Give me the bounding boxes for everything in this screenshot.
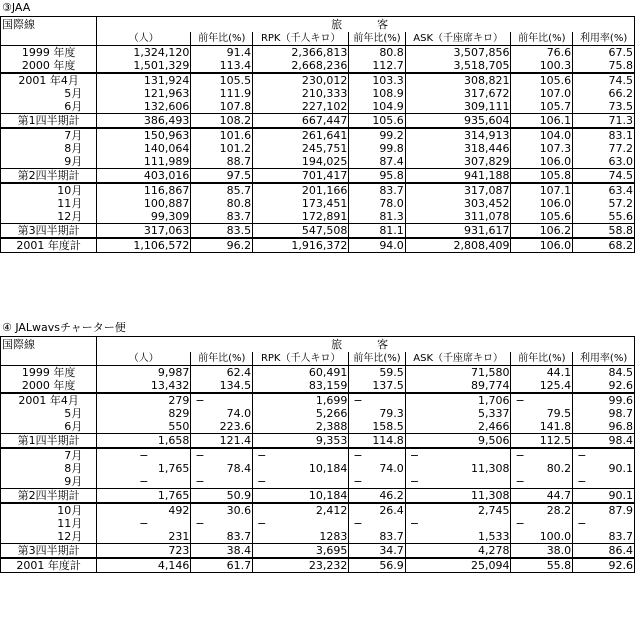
cell-ask: 303,452 — [405, 197, 511, 210]
row-label: 6月 — [1, 420, 97, 434]
cell-yoy-passengers: 105.5 — [191, 73, 253, 87]
cell-yoy-rpk: − — [349, 475, 405, 489]
yoy-passengers-header: 前年比(%) — [191, 32, 253, 46]
cell-passengers: 13,432 — [97, 379, 191, 393]
cell-passengers: 116,867 — [97, 183, 191, 197]
cell-passengers: 550 — [97, 420, 191, 434]
cell-yoy-passengers: 101.2 — [191, 142, 253, 155]
cell-passengers: 317,063 — [97, 224, 191, 239]
cell-yoy-ask: 125.4 — [511, 379, 573, 393]
cell-rpk: − — [253, 517, 349, 530]
cell-rpk: 5,266 — [253, 407, 349, 420]
row-label: 5月 — [1, 407, 97, 420]
cell-rpk: 547,508 — [253, 224, 349, 239]
cell-yoy-passengers: − — [191, 393, 253, 407]
cell-yoy-rpk: 114.8 — [349, 434, 405, 449]
cell-yoy-rpk: − — [349, 517, 405, 530]
cell-rpk: 1,916,372 — [253, 238, 349, 253]
cell-rpk: 1,699 — [253, 393, 349, 407]
cell-passengers: 1,765 — [97, 489, 191, 504]
cell-passengers: 140,064 — [97, 142, 191, 155]
table-total-row — [1, 114, 635, 129]
cell-yoy-passengers: 85.7 — [191, 183, 253, 197]
cell-load-factor: 74.5 — [573, 169, 635, 184]
cell-ask: 2,466 — [405, 420, 511, 434]
cell-yoy-rpk: 81.1 — [349, 224, 405, 239]
cell-ask: 5,337 — [405, 407, 511, 420]
jaa-table — [0, 16, 635, 253]
row-label: 9月 — [1, 155, 97, 169]
cell-load-factor: − — [573, 517, 635, 530]
cell-passengers: 131,924 — [97, 73, 191, 87]
table-row — [1, 100, 635, 114]
cell-passengers: 132,606 — [97, 100, 191, 114]
table-row — [1, 155, 635, 169]
cell-yoy-passengers: 88.7 — [191, 155, 253, 169]
cell-rpk: 172,891 — [253, 210, 349, 224]
row-label: 6月 — [1, 100, 97, 114]
cell-rpk: 261,641 — [253, 128, 349, 142]
table-row — [1, 142, 635, 155]
cell-passengers: 279 — [97, 393, 191, 407]
cell-load-factor: 68.2 — [573, 238, 635, 253]
cell-passengers: 1,106,572 — [97, 238, 191, 253]
cell-load-factor: 83.7 — [573, 530, 635, 544]
cell-passengers: 386,493 — [97, 114, 191, 129]
header-row-columns — [1, 32, 635, 46]
cell-load-factor: 74.5 — [573, 73, 635, 87]
header-row-columns — [1, 352, 635, 366]
cell-yoy-ask: 106.2 — [511, 224, 573, 239]
cell-ask: 317,672 — [405, 87, 511, 100]
cell-passengers: 121,963 — [97, 87, 191, 100]
cell-yoy-passengers: − — [191, 517, 253, 530]
passenger-group-header: 旅 客 — [97, 17, 635, 33]
cell-ask: 3,507,856 — [405, 46, 511, 60]
cell-yoy-ask: 106.0 — [511, 238, 573, 253]
region-header: 国際線 — [1, 17, 97, 33]
cell-ask: 314,913 — [405, 128, 511, 142]
cell-yoy-rpk: 95.8 — [349, 169, 405, 184]
cell-load-factor: 73.5 — [573, 100, 635, 114]
cell-ask: 1,706 — [405, 393, 511, 407]
row-label: 2001 年度計 — [1, 558, 97, 573]
cell-passengers: 150,963 — [97, 128, 191, 142]
cell-yoy-rpk: − — [349, 393, 405, 407]
passenger-group-header: 旅 客 — [97, 337, 635, 353]
cell-load-factor: 96.8 — [573, 420, 635, 434]
row-label: 第2四半期計 — [1, 169, 97, 184]
cell-load-factor: 75.8 — [573, 59, 635, 73]
cell-yoy-passengers: 223.6 — [191, 420, 253, 434]
cell-yoy-ask: 76.6 — [511, 46, 573, 60]
cell-ask: 9,506 — [405, 434, 511, 449]
cell-load-factor: 55.6 — [573, 210, 635, 224]
cell-yoy-passengers: 111.9 — [191, 87, 253, 100]
cell-passengers: − — [97, 448, 191, 462]
table-row — [1, 407, 635, 420]
cell-yoy-rpk: 105.6 — [349, 114, 405, 129]
cell-rpk: 701,417 — [253, 169, 349, 184]
row-label: 5月 — [1, 87, 97, 100]
rpk-header: RPK（千人キロ） — [253, 32, 349, 46]
cell-load-factor: 58.8 — [573, 224, 635, 239]
ask-header: ASK（千座席キロ） — [405, 32, 511, 46]
cell-rpk: 60,491 — [253, 366, 349, 380]
row-label: 10月 — [1, 183, 97, 197]
cell-yoy-rpk: 78.0 — [349, 197, 405, 210]
row-label: 11月 — [1, 197, 97, 210]
cell-rpk: 227,102 — [253, 100, 349, 114]
cell-yoy-passengers: 121.4 — [191, 434, 253, 449]
cell-rpk: 230,012 — [253, 73, 349, 87]
table-total-row — [1, 169, 635, 184]
cell-yoy-ask: 105.6 — [511, 210, 573, 224]
cell-ask: 89,774 — [405, 379, 511, 393]
cell-rpk: 2,668,236 — [253, 59, 349, 73]
cell-rpk: 245,751 — [253, 142, 349, 155]
cell-yoy-rpk: 79.3 — [349, 407, 405, 420]
cell-yoy-ask: 107.1 — [511, 183, 573, 197]
cell-yoy-ask: − — [511, 393, 573, 407]
cell-yoy-ask: 38.0 — [511, 544, 573, 559]
cell-load-factor: 90.1 — [573, 462, 635, 475]
cell-load-factor: 92.6 — [573, 379, 635, 393]
cell-yoy-rpk: 34.7 — [349, 544, 405, 559]
table-total-row — [1, 544, 635, 559]
cell-yoy-rpk: 103.3 — [349, 73, 405, 87]
cell-yoy-ask: 104.0 — [511, 128, 573, 142]
cell-yoy-passengers: 96.2 — [191, 238, 253, 253]
cell-yoy-passengers: 97.5 — [191, 169, 253, 184]
cell-yoy-rpk: 108.9 — [349, 87, 405, 100]
cell-yoy-rpk: 56.9 — [349, 558, 405, 573]
cell-yoy-ask: − — [511, 475, 573, 489]
cell-ask: 1,533 — [405, 530, 511, 544]
table-row — [1, 420, 635, 434]
row-label: 8月 — [1, 462, 97, 475]
cell-yoy-ask: 100.0 — [511, 530, 573, 544]
passengers-header: （人） — [97, 32, 191, 46]
cell-rpk: 1283 — [253, 530, 349, 544]
row-label: 第2四半期計 — [1, 489, 97, 504]
cell-passengers: − — [97, 517, 191, 530]
cell-load-factor: 84.5 — [573, 366, 635, 380]
table-row — [1, 503, 635, 517]
cell-load-factor: 98.7 — [573, 407, 635, 420]
cell-yoy-passengers: − — [191, 475, 253, 489]
table-row — [1, 366, 635, 380]
cell-ask: 71,580 — [405, 366, 511, 380]
cell-load-factor: 63.4 — [573, 183, 635, 197]
cell-yoy-passengers: 80.8 — [191, 197, 253, 210]
jalways-charter-table — [0, 336, 635, 573]
cell-yoy-ask: 44.1 — [511, 366, 573, 380]
cell-ask: 307,829 — [405, 155, 511, 169]
cell-load-factor: 77.2 — [573, 142, 635, 155]
cell-passengers: 1,324,120 — [97, 46, 191, 60]
cell-ask: 4,278 — [405, 544, 511, 559]
row-label: 第1四半期計 — [1, 434, 97, 449]
row-label: 1999 年度 — [1, 46, 97, 60]
cell-rpk: 2,388 — [253, 420, 349, 434]
cell-yoy-passengers: 83.7 — [191, 210, 253, 224]
section-title-jalways-charter: ④ JALwavsチャーター便 — [2, 321, 126, 334]
row-label: 2000 年度 — [1, 59, 97, 73]
passengers-header: （人） — [97, 352, 191, 366]
cell-yoy-ask: 107.3 — [511, 142, 573, 155]
cell-yoy-passengers: 107.8 — [191, 100, 253, 114]
yoy-passengers-header: 前年比(%) — [191, 352, 253, 366]
cell-yoy-ask: 106.1 — [511, 114, 573, 129]
cell-rpk: 10,184 — [253, 489, 349, 504]
cell-yoy-rpk: − — [349, 448, 405, 462]
cell-yoy-passengers: 38.4 — [191, 544, 253, 559]
cell-rpk: 10,184 — [253, 462, 349, 475]
row-label: 2001 年4月 — [1, 73, 97, 87]
blank-header-cell — [1, 352, 97, 366]
cell-yoy-passengers: 50.9 — [191, 489, 253, 504]
header-row-top — [1, 17, 635, 33]
cell-yoy-passengers: − — [191, 448, 253, 462]
cell-ask: 931,617 — [405, 224, 511, 239]
cell-rpk: 194,025 — [253, 155, 349, 169]
cell-passengers: 492 — [97, 503, 191, 517]
table-row — [1, 183, 635, 197]
table-total-row — [1, 224, 635, 239]
cell-rpk: 3,695 — [253, 544, 349, 559]
cell-passengers: 9,987 — [97, 366, 191, 380]
row-label: 9月 — [1, 475, 97, 489]
cell-ask: 935,604 — [405, 114, 511, 129]
cell-yoy-passengers: 30.6 — [191, 503, 253, 517]
cell-load-factor: − — [573, 448, 635, 462]
cell-load-factor: 87.9 — [573, 503, 635, 517]
cell-yoy-ask: 141.8 — [511, 420, 573, 434]
cell-yoy-rpk: 99.2 — [349, 128, 405, 142]
cell-yoy-rpk: 99.8 — [349, 142, 405, 155]
cell-yoy-passengers: 113.4 — [191, 59, 253, 73]
region-header: 国際線 — [1, 337, 97, 353]
cell-rpk: 201,166 — [253, 183, 349, 197]
yoy-ask-header: 前年比(%) — [511, 352, 573, 366]
table-row — [1, 462, 635, 475]
cell-yoy-ask: 100.3 — [511, 59, 573, 73]
cell-ask: − — [405, 517, 511, 530]
row-label: 12月 — [1, 530, 97, 544]
cell-yoy-ask: 55.8 — [511, 558, 573, 573]
rpk-header: RPK（千人キロ） — [253, 352, 349, 366]
yoy-ask-header: 前年比(%) — [511, 32, 573, 46]
cell-yoy-rpk: 158.5 — [349, 420, 405, 434]
cell-passengers: 723 — [97, 544, 191, 559]
cell-yoy-ask: 80.2 — [511, 462, 573, 475]
cell-load-factor: − — [573, 475, 635, 489]
cell-load-factor: 66.2 — [573, 87, 635, 100]
cell-yoy-rpk: 83.7 — [349, 183, 405, 197]
table-total-row — [1, 434, 635, 449]
cell-rpk: 83,159 — [253, 379, 349, 393]
cell-yoy-rpk: 74.0 — [349, 462, 405, 475]
row-label: 第1四半期計 — [1, 114, 97, 129]
cell-rpk: 2,412 — [253, 503, 349, 517]
cell-load-factor: 90.1 — [573, 489, 635, 504]
cell-rpk: 9,353 — [253, 434, 349, 449]
section-title-jaa: ③JAA — [2, 1, 31, 14]
yoy-rpk-header: 前年比(%) — [349, 32, 405, 46]
cell-yoy-rpk: 26.4 — [349, 503, 405, 517]
cell-yoy-rpk: 59.5 — [349, 366, 405, 380]
cell-passengers: 1,658 — [97, 434, 191, 449]
cell-yoy-rpk: 104.9 — [349, 100, 405, 114]
cell-yoy-ask: 105.8 — [511, 169, 573, 184]
cell-ask: − — [405, 448, 511, 462]
row-label: 10月 — [1, 503, 97, 517]
yoy-rpk-header: 前年比(%) — [349, 352, 405, 366]
cell-yoy-ask: − — [511, 448, 573, 462]
blank-header-cell — [1, 32, 97, 46]
cell-passengers: 829 — [97, 407, 191, 420]
table-row — [1, 73, 635, 87]
row-label: 2001 年4月 — [1, 393, 97, 407]
ask-header: ASK（千座席キロ） — [405, 352, 511, 366]
cell-passengers: 1,501,329 — [97, 59, 191, 73]
cell-yoy-rpk: 87.4 — [349, 155, 405, 169]
cell-yoy-passengers: 83.7 — [191, 530, 253, 544]
cell-yoy-rpk: 46.2 — [349, 489, 405, 504]
cell-rpk: 210,333 — [253, 87, 349, 100]
row-label: 8月 — [1, 142, 97, 155]
cell-ask: 318,446 — [405, 142, 511, 155]
cell-yoy-ask: 106.0 — [511, 197, 573, 210]
table-row — [1, 46, 635, 60]
table-row — [1, 448, 635, 462]
row-label: 7月 — [1, 448, 97, 462]
cell-passengers: 4,146 — [97, 558, 191, 573]
cell-yoy-ask: 44.7 — [511, 489, 573, 504]
cell-yoy-rpk: 83.7 — [349, 530, 405, 544]
cell-ask: 3,518,705 — [405, 59, 511, 73]
cell-passengers: − — [97, 475, 191, 489]
cell-passengers: 111,989 — [97, 155, 191, 169]
cell-yoy-rpk: 137.5 — [349, 379, 405, 393]
table-row — [1, 59, 635, 73]
cell-load-factor: 67.5 — [573, 46, 635, 60]
table-total-row — [1, 558, 635, 573]
cell-rpk: 173,451 — [253, 197, 349, 210]
cell-yoy-ask: 105.6 — [511, 73, 573, 87]
cell-yoy-rpk: 94.0 — [349, 238, 405, 253]
cell-ask: 311,078 — [405, 210, 511, 224]
table-total-row — [1, 238, 635, 253]
row-label: 7月 — [1, 128, 97, 142]
cell-load-factor: 83.1 — [573, 128, 635, 142]
cell-load-factor: 92.6 — [573, 558, 635, 573]
cell-ask: 2,745 — [405, 503, 511, 517]
table-row — [1, 475, 635, 489]
row-label: 1999 年度 — [1, 366, 97, 380]
cell-load-factor: 63.0 — [573, 155, 635, 169]
row-label: 2001 年度計 — [1, 238, 97, 253]
cell-ask: 317,087 — [405, 183, 511, 197]
cell-rpk: 667,447 — [253, 114, 349, 129]
table-row — [1, 128, 635, 142]
table-row — [1, 379, 635, 393]
cell-rpk: 2,366,813 — [253, 46, 349, 60]
table-total-row — [1, 489, 635, 504]
cell-load-factor: 71.3 — [573, 114, 635, 129]
row-label: 11月 — [1, 517, 97, 530]
cell-yoy-ask: 105.7 — [511, 100, 573, 114]
cell-yoy-passengers: 74.0 — [191, 407, 253, 420]
row-label: 2000 年度 — [1, 379, 97, 393]
cell-yoy-ask: − — [511, 517, 573, 530]
load-factor-header: 利用率(%) — [573, 352, 635, 366]
table-row — [1, 210, 635, 224]
cell-yoy-passengers: 134.5 — [191, 379, 253, 393]
header-row-top — [1, 337, 635, 353]
cell-yoy-passengers: 91.4 — [191, 46, 253, 60]
cell-yoy-ask: 107.0 — [511, 87, 573, 100]
cell-passengers: 231 — [97, 530, 191, 544]
cell-passengers: 99,309 — [97, 210, 191, 224]
cell-yoy-passengers: 62.4 — [191, 366, 253, 380]
cell-load-factor: 86.4 — [573, 544, 635, 559]
cell-load-factor: 99.6 — [573, 393, 635, 407]
table-row — [1, 517, 635, 530]
cell-rpk: 23,232 — [253, 558, 349, 573]
row-label: 12月 — [1, 210, 97, 224]
cell-passengers: 1,765 — [97, 462, 191, 475]
cell-yoy-rpk: 81.3 — [349, 210, 405, 224]
row-label: 第3四半期計 — [1, 544, 97, 559]
table-row — [1, 530, 635, 544]
cell-yoy-ask: 28.2 — [511, 503, 573, 517]
cell-ask: − — [405, 475, 511, 489]
load-factor-header: 利用率(%) — [573, 32, 635, 46]
cell-passengers: 100,887 — [97, 197, 191, 210]
cell-load-factor: 98.4 — [573, 434, 635, 449]
table-row — [1, 393, 635, 407]
cell-yoy-rpk: 80.8 — [349, 46, 405, 60]
cell-ask: 25,094 — [405, 558, 511, 573]
cell-ask: 308,821 — [405, 73, 511, 87]
cell-yoy-passengers: 108.2 — [191, 114, 253, 129]
cell-yoy-ask: 106.0 — [511, 155, 573, 169]
cell-yoy-passengers: 101.6 — [191, 128, 253, 142]
cell-passengers: 403,016 — [97, 169, 191, 184]
cell-rpk: − — [253, 475, 349, 489]
row-label: 第3四半期計 — [1, 224, 97, 239]
cell-yoy-ask: 79.5 — [511, 407, 573, 420]
cell-yoy-rpk: 112.7 — [349, 59, 405, 73]
cell-yoy-passengers: 61.7 — [191, 558, 253, 573]
cell-yoy-passengers: 78.4 — [191, 462, 253, 475]
cell-ask: 309,111 — [405, 100, 511, 114]
cell-ask: 941,188 — [405, 169, 511, 184]
cell-ask: 2,808,409 — [405, 238, 511, 253]
table-row — [1, 87, 635, 100]
cell-load-factor: 57.2 — [573, 197, 635, 210]
cell-yoy-passengers: 83.5 — [191, 224, 253, 239]
cell-rpk: − — [253, 448, 349, 462]
table-row — [1, 197, 635, 210]
cell-yoy-ask: 112.5 — [511, 434, 573, 449]
cell-ask: 11,308 — [405, 462, 511, 475]
cell-ask: 11,308 — [405, 489, 511, 504]
